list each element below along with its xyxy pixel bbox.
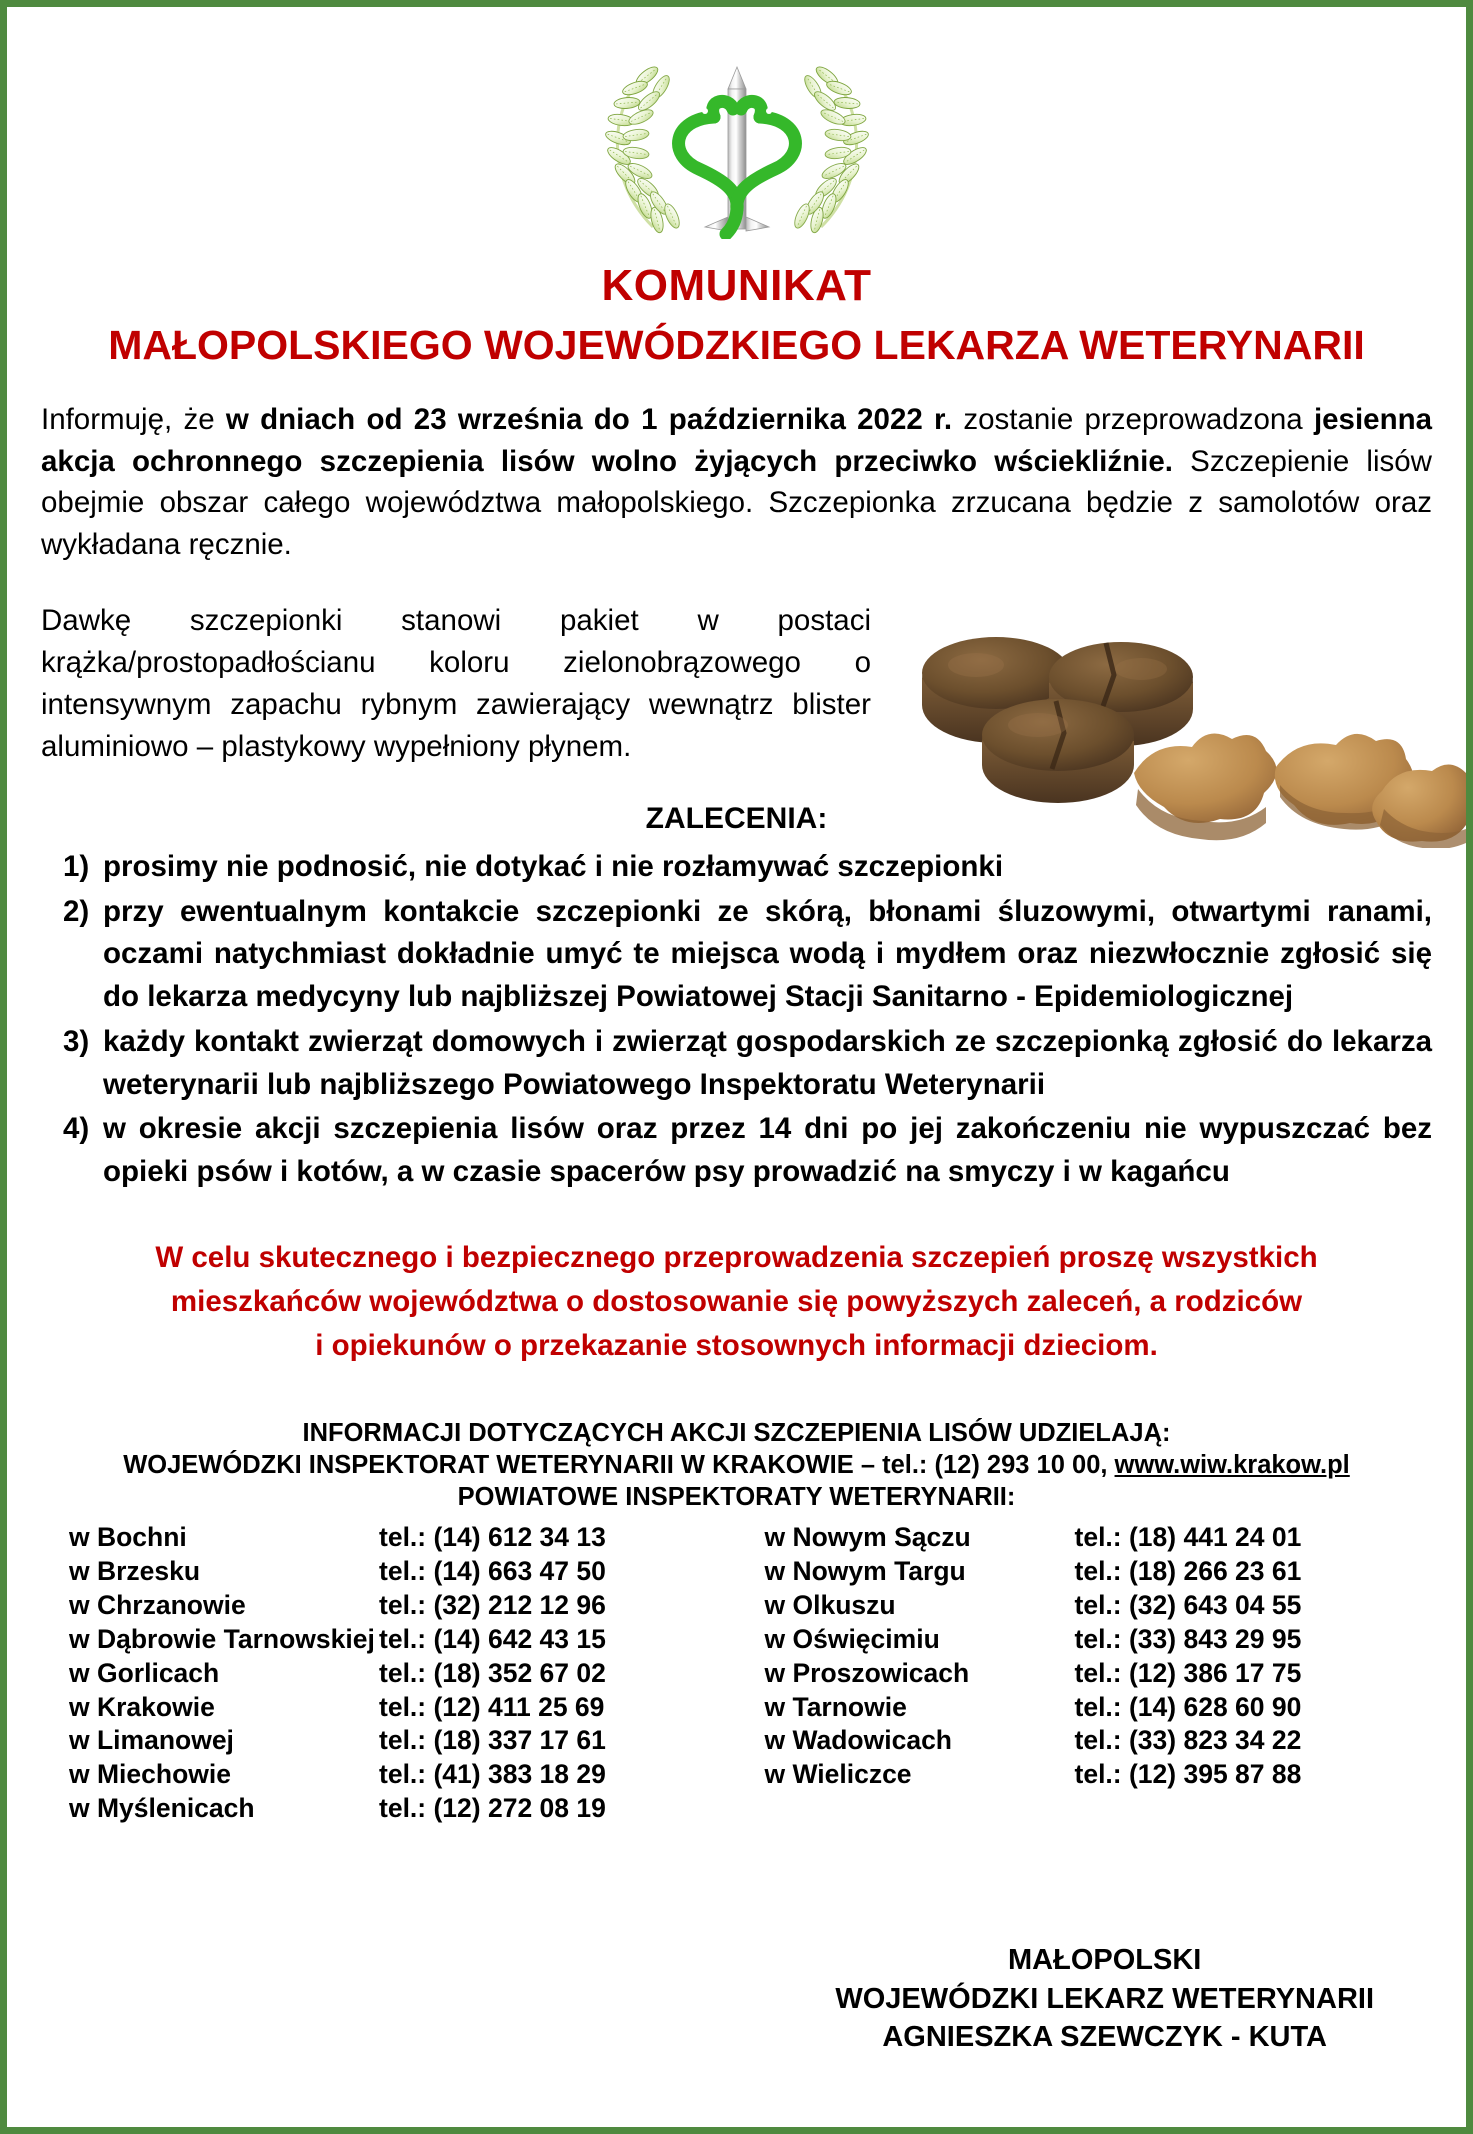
city-name: w Limanowej xyxy=(69,1725,234,1756)
phone-number: tel.: (14) 642 43 15 xyxy=(379,1623,606,1654)
voivodeship-website-link[interactable]: www.wiw.krakow.pl xyxy=(1114,1450,1350,1479)
phone-number: tel.: (18) 441 24 01 xyxy=(1074,1521,1302,1552)
city-name: w Proszowicach xyxy=(764,1657,970,1688)
appeal-line-2: mieszkańców województwa o dostosowanie się powyższych zaleceń, a rodziców xyxy=(170,1285,1303,1319)
phone-column-left xyxy=(41,1521,737,1826)
dose-description: Dawkę szczepionki stanowi pakiet w postaci krążka/prostopadłościanu koloru zielonobrązowego o intensywnym zapachu rybnym zawierający wewnątrz blister aluminiowo – plastykowy wypełniony płynem. xyxy=(41,604,871,763)
contacts-heading: INFORMACJI DOTYCZĄCYCH AKCJI SZCZEPIENIA LISÓW UDZIELAJĄ: xyxy=(302,1418,1171,1447)
table-row xyxy=(765,1521,1433,1555)
contacts-heading-block xyxy=(41,1417,1432,1513)
phone-column-right xyxy=(737,1521,1433,1826)
phone-number: tel.: (14) 663 47 50 xyxy=(379,1555,606,1586)
phone-number: tel.: (33) 823 34 22 xyxy=(1074,1725,1302,1756)
city-name: w Gorlicach xyxy=(69,1657,220,1688)
table-row xyxy=(69,1792,737,1826)
logo-container xyxy=(41,31,1432,239)
list-item: prosimy nie podnosić, nie dotykać i nie rozłamywać szczepionki xyxy=(103,849,1004,883)
recommendations-list xyxy=(41,846,1432,1194)
city-name: w Brzesku xyxy=(69,1555,201,1586)
veterinary-inspection-caduceus-logo xyxy=(587,31,887,239)
county-phone-table xyxy=(41,1521,1432,1826)
table-row xyxy=(69,1623,737,1657)
phone-number: tel.: (41) 383 18 29 xyxy=(379,1759,606,1790)
city-name: w Wieliczce xyxy=(764,1759,912,1790)
recommendations-heading: ZALECENIA: xyxy=(645,801,828,835)
phone-number: tel.: (12) 395 87 88 xyxy=(1074,1759,1302,1790)
city-name: w Dąbrowie Tarnowskiej xyxy=(69,1623,375,1654)
table-row xyxy=(765,1691,1433,1725)
phone-number: tel.: (33) 843 29 95 xyxy=(1074,1623,1302,1654)
phone-number: tel.: (32) 212 12 96 xyxy=(379,1589,606,1620)
table-row xyxy=(765,1657,1433,1691)
phone-number: tel.: (14) 628 60 90 xyxy=(1074,1691,1302,1722)
table-row xyxy=(69,1691,737,1725)
phone-number: tel.: (12) 386 17 75 xyxy=(1074,1657,1302,1688)
vaccine-bait-photo xyxy=(906,613,1466,848)
table-row xyxy=(69,1521,737,1555)
city-name: w Nowym Targu xyxy=(764,1555,966,1586)
appeal-line-3: i opiekunów o przekazanie stosownych informacji dzieciom. xyxy=(315,1329,1158,1363)
signature-line-3: AGNIESZKA SZEWCZYK - KUTA xyxy=(882,2021,1328,2054)
table-row xyxy=(69,1724,737,1758)
intro-action: jesienna akcja ochronnego szczepienia lisów wolno żyjących przeciwko wściekliźnie. xyxy=(41,402,1433,478)
voivodeship-contact-text: WOJEWÓDZKI INSPEKTORAT WETERYNARII W KRAKOWIE – tel.: (12) 293 10 00, xyxy=(123,1450,1115,1479)
table-row xyxy=(765,1555,1433,1589)
intro-dates: w dniach od 23 września do 1 października 2022 r. xyxy=(225,402,953,436)
table-row xyxy=(69,1758,737,1792)
intro-text-a: Informuję, że xyxy=(41,402,226,436)
city-name: w Olkuszu xyxy=(764,1589,896,1620)
intro-text-b: zostanie przeprowadzona xyxy=(952,402,1314,436)
table-row xyxy=(69,1589,737,1623)
city-name: w Chrzanowie xyxy=(69,1589,246,1620)
list-item: każdy kontakt zwierząt domowych i zwierząt gospodarskich ze szczepionką zgłosić do lekarza weterynarii lub najbliższego Powiatowego Inspektoratu Weterynarii xyxy=(103,1024,1432,1101)
list-item: w okresie akcji szczepienia lisów oraz przez 14 dni po jej zakończeniu nie wypuszczać bez opieki psów i kotów, a w czasie spacerów psy prowadzić na smyczy i w kagańcu xyxy=(103,1112,1432,1189)
county-inspectorates-heading: POWIATOWE INSPEKTORATY WETERYNARII: xyxy=(457,1482,1016,1511)
intro-text-c: Szczepienie lisów obejmie obszar całego województwa małopolskiego. Szczepionka zrzucana będzie z samolotów oraz wykładana ręcznie. xyxy=(41,444,1432,562)
page-title: KOMUNIKAT xyxy=(601,261,872,310)
phone-number: tel.: (12) 272 08 19 xyxy=(379,1793,606,1824)
laurel-wreath-left-icon xyxy=(603,64,681,234)
city-name: w Wadowicach xyxy=(764,1725,952,1756)
table-row xyxy=(69,1657,737,1691)
phone-number: tel.: (18) 266 23 61 xyxy=(1074,1555,1302,1586)
signature-block xyxy=(835,1941,1374,2057)
table-row xyxy=(765,1623,1433,1657)
phone-number: tel.: (18) 337 17 61 xyxy=(379,1725,606,1756)
city-name: w Krakowie xyxy=(69,1691,215,1722)
city-name: w Bochni xyxy=(69,1521,187,1552)
list-item: przy ewentualnym kontakcie szczepionki ze skórą, błonami śluzowymi, otwartymi ranami, oczami natychmiast dokładnie umyć te miejsca wodą i mydłem oraz niezwłocznie zgłosić się do lekarza medycyny lub najbliższej Powiatowej Stacji Sanitarno - Epidemiologicznej xyxy=(103,894,1432,1014)
phone-number: tel.: (32) 643 04 55 xyxy=(1074,1589,1302,1620)
laurel-wreath-right-icon xyxy=(791,64,869,234)
appeal-paragraph xyxy=(41,1236,1432,1369)
intro-paragraph xyxy=(41,399,1432,567)
voivodeship-contact-line xyxy=(41,1449,1432,1481)
table-row xyxy=(765,1758,1433,1792)
signature-line-2: WOJEWÓDZKI LEKARZ WETERYNARII xyxy=(835,1982,1374,2015)
table-row xyxy=(765,1724,1433,1758)
city-name: w Oświęcimiu xyxy=(764,1623,940,1654)
table-row xyxy=(765,1589,1433,1623)
page-subtitle: MAŁOPOLSKIEGO WOJEWÓDZKIEGO LEKARZA WETERYNARII xyxy=(108,321,1365,368)
table-row xyxy=(69,1555,737,1589)
city-name: w Myślenicach xyxy=(69,1793,255,1824)
phone-number: tel.: (18) 352 67 02 xyxy=(379,1657,606,1688)
appeal-line-1: W celu skutecznego i bezpiecznego przeprowadzenia szczepień proszę wszystkich xyxy=(155,1240,1318,1274)
phone-number: tel.: (12) 411 25 69 xyxy=(379,1691,605,1722)
phone-number: tel.: (14) 612 34 13 xyxy=(379,1521,606,1552)
city-name: w Miechowie xyxy=(69,1759,231,1790)
city-name: w Nowym Sączu xyxy=(764,1521,971,1552)
city-name: w Tarnowie xyxy=(764,1691,907,1722)
signature-line-1: MAŁOPOLSKI xyxy=(1008,1944,1202,1977)
